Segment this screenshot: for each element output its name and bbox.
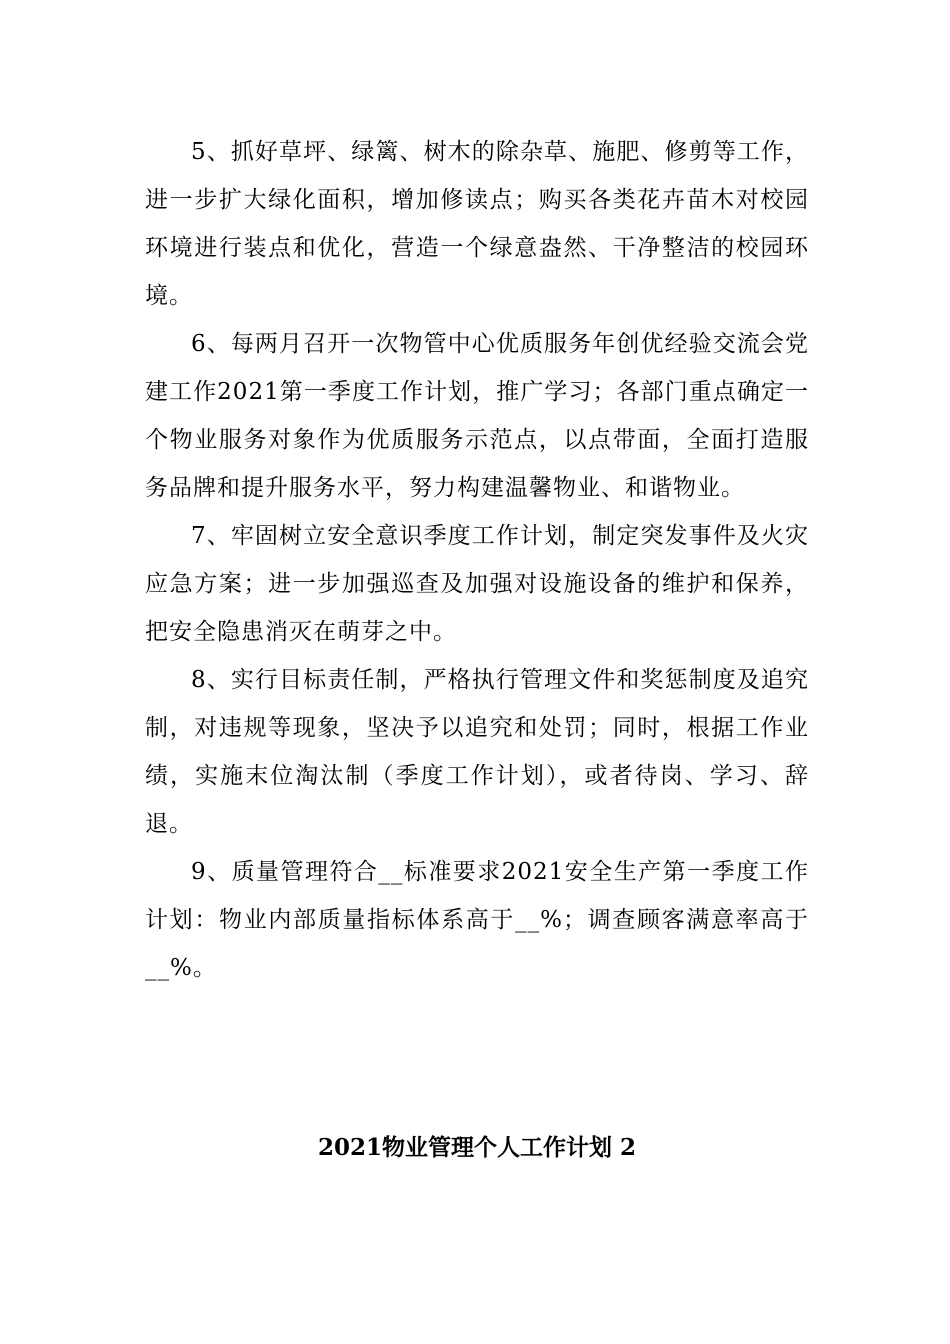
- paragraph-item-8: 8、实行目标责任制，严格执行管理文件和奖惩制度及追究制，对违规等现象，坚决予以追究和处罚；同时，根据工作业绩，实施末位淘汰制（季度工作计划），或者待岗、学习、辞退。: [145, 667, 809, 837]
- section-title: 2021物业管理个人工作计划 2: [317, 1134, 637, 1161]
- paragraph-item-6: 6、每两月召开一次物管中心优质服务年创优经验交流会党建工作2021第一季度工作计划，推广学习；各部门重点确定一个物业服务对象作为优质服务示范点，以点带面，全面打造服务品牌和提升服务水平，努力构建温馨物业、和谐物业。: [145, 331, 809, 501]
- document-body: [145, 128, 809, 992]
- paragraph-item-7: 7、牢固树立安全意识季度工作计划，制定突发事件及火灾应急方案；进一步加强巡查及加强对设施设备的维护和保养，把安全隐患消灭在萌芽之中。: [145, 523, 809, 645]
- paragraph-item-9: 9、质量管理符合__标准要求2021安全生产第一季度工作计划：物业内部质量指标体系高于__%；调查顾客满意率高于__%。: [145, 859, 809, 981]
- paragraph-item-5: 5、抓好草坪、绿篱、树木的除杂草、施肥、修剪等工作，进一步扩大绿化面积，增加修读点；购买各类花卉苗木对校园环境进行装点和优化，营造一个绿意盎然、干净整洁的校园环境。: [145, 139, 809, 309]
